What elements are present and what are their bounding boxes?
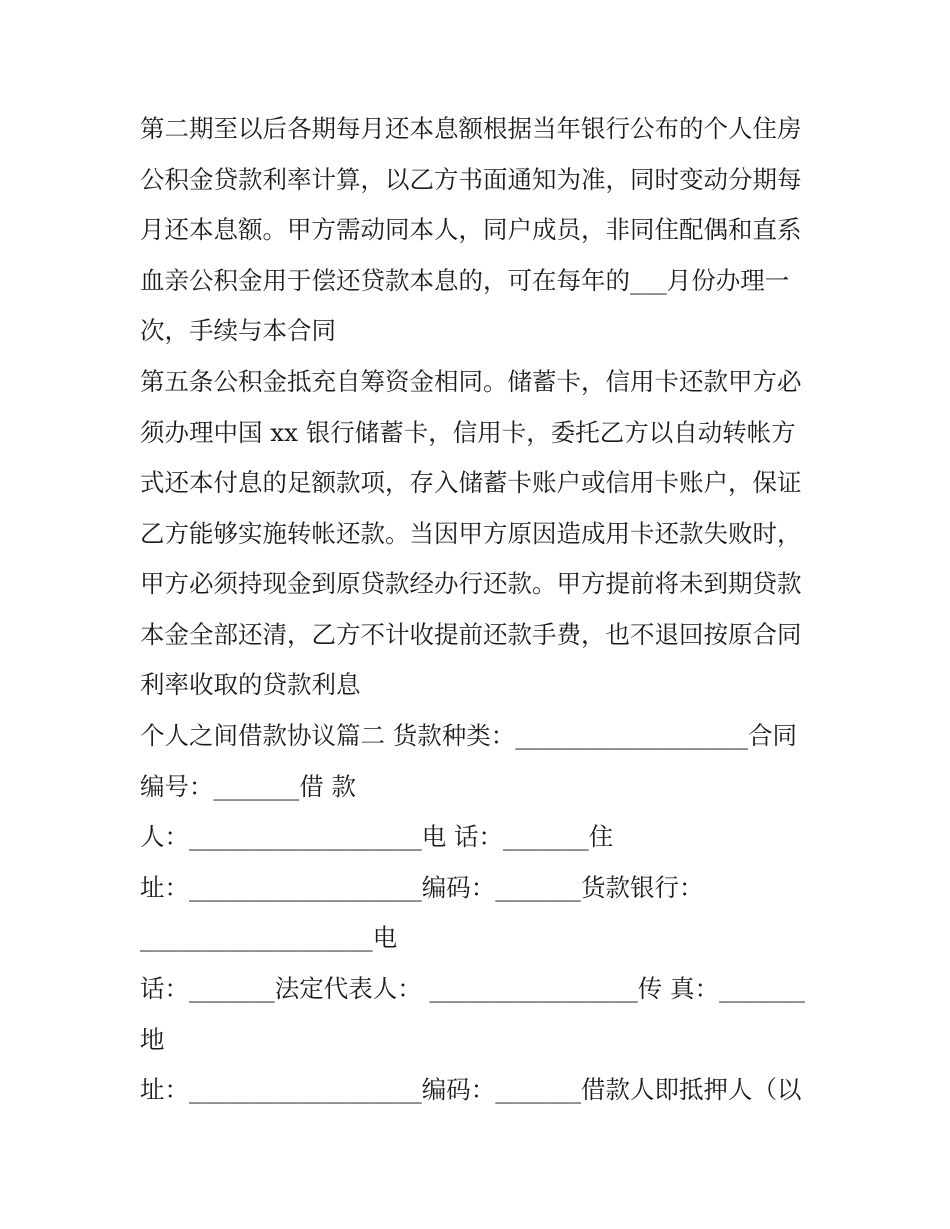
text-line: 话：_______法定代表人： _________________传 真：_______ xyxy=(140,974,805,1003)
text-line: 地 xyxy=(140,1025,165,1054)
text-line: 第五条公积金抵充自筹资金相同。储蓄卡，信用卡还款甲方必 xyxy=(140,367,802,396)
text-line: 须办理中国 xx 银行储蓄卡，信用卡，委托乙方以自动转帐方 xyxy=(140,418,796,447)
text-line: 公积金贷款利率计算，以乙方书面通知为准，同时变动分期每 xyxy=(140,165,802,194)
text-line: 利率收取的贷款利息 xyxy=(140,670,361,699)
text-line: 血亲公积金用于偿还贷款本息的，可在每年的___月份办理一 xyxy=(140,266,790,295)
text-line: 乙方能够实施转帐还款。当因甲方原因造成用卡还款失败时， xyxy=(140,519,802,548)
text-line: 次，手续与本合同 xyxy=(140,316,336,345)
text-line: 个人之间借款协议篇二 货款种类：___________________合同 xyxy=(140,721,798,750)
text-line: 址：___________________编码：_______借款人即抵押人（以 xyxy=(140,1075,802,1104)
text-line: 址：___________________编码：_______货款银行： xyxy=(140,873,704,902)
text-line: ___________________电 xyxy=(140,923,398,952)
text-line: 本金全部还清，乙方不计收提前还款手费，也不退回按原合同 xyxy=(140,620,802,649)
text-line: 式还本付息的足额款项，存入储蓄卡账户或信用卡账户，保证 xyxy=(140,468,802,497)
text-line: 第二期至以后各期每月还本息额根据当年银行公布的个人住房 xyxy=(140,114,802,143)
text-line: 月还本息额。甲方需动同本人，同户成员，非同住配偶和直系 xyxy=(140,215,802,244)
text-line: 编号：_______借 款 xyxy=(140,772,357,801)
text-line: 人：___________________电 话：_______住 xyxy=(140,822,614,851)
text-line: 甲方必须持现金到原贷款经办行还款。甲方提前将未到期贷款 xyxy=(140,569,802,598)
